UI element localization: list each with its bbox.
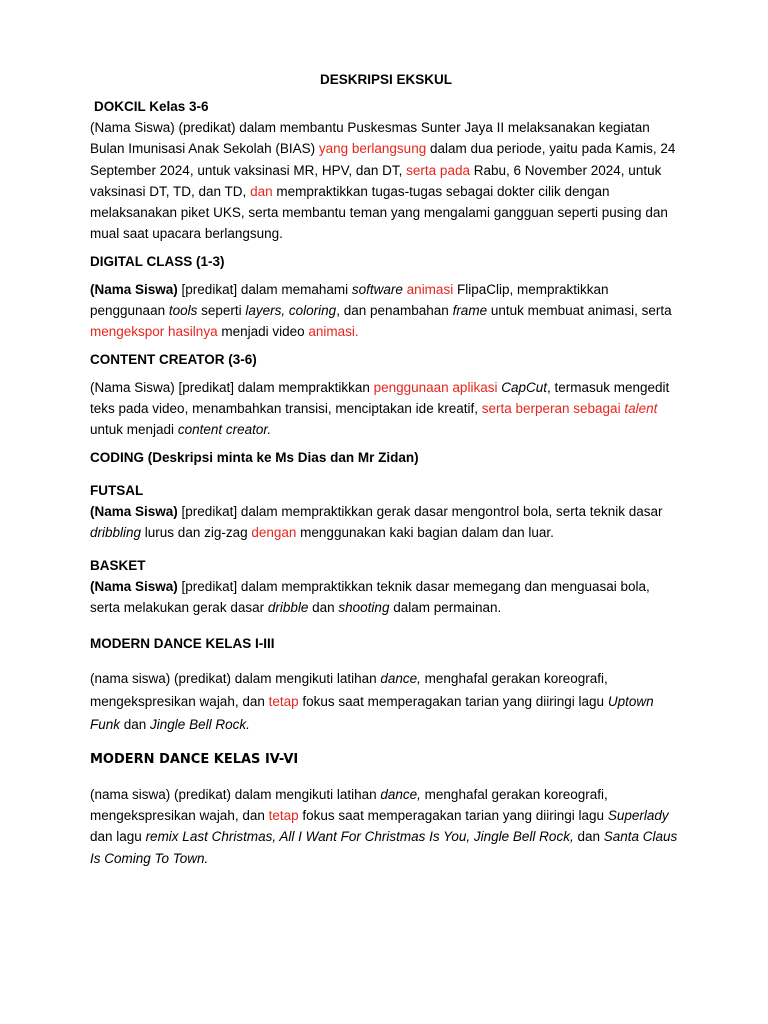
text-run: menghafal gerakan koreografi, mengekspresikan wajah, dan — [90, 670, 608, 709]
text-run: dalam permainan. — [389, 600, 502, 616]
text-run: dance, — [380, 670, 421, 686]
section-body — [90, 667, 682, 736]
text-run: Rabu, 6 November 2024, untuk vaksinasi DT, TD, dan TD, — [90, 162, 662, 199]
section-heading: MODERN DANCE KELAS I-III — [90, 635, 275, 651]
text-run: (Nama Siswa) (predikat) dalam membantu Puskesmas Sunter Jaya II melaksanakan kegiatan Bulan Imunisasi Anak Sekolah (BIAS) — [90, 120, 650, 157]
text-run: untuk menjadi — [90, 422, 178, 438]
text-run: mempraktikkan tugas-tugas sebagai dokter cilik dengan melaksanakan piket UKS, serta membantu teman yang mengalami gangguan seperti pusing dan mual saat upacara berlangsung. — [90, 183, 668, 242]
text-run: [predikat] dalam mempraktikkan teknik dasar memegang dan menguasai bola, serta melakukan gerak dasar — [90, 579, 650, 616]
text-run: dribble — [267, 600, 309, 616]
text-run: CapCut — [501, 379, 547, 395]
highlighted-text-run: dan — [250, 183, 273, 199]
text-run: software — [351, 281, 403, 297]
section-modern-dance-4-6 — [90, 749, 682, 869]
document-page — [90, 72, 682, 869]
highlighted-text-run: animasi — [406, 281, 454, 297]
section-heading: BASKET — [90, 558, 146, 574]
highlighted-text-run: mengekspor hasilnya — [90, 324, 218, 340]
text-run: menggunakan kaki bagian dalam dan luar. — [296, 524, 554, 540]
highlighted-text-run: yang berlangsung — [318, 141, 427, 157]
text-run: , termasuk mengedit teks pada video, menambahkan transisi, menciptakan ide kreatif, — [90, 379, 670, 416]
section-body — [90, 784, 682, 869]
section-modern-dance-1-3 — [90, 633, 682, 736]
text-run: menghafal gerakan koreografi, mengekspresikan wajah, dan — [90, 786, 608, 824]
text-run: Jingle Bell Rock. — [150, 716, 250, 732]
document-title: DESKRIPSI EKSKUL — [319, 72, 453, 87]
text-run: fokus saat memperagakan tarian yang diiringi lagu — [298, 808, 608, 824]
section-body — [90, 117, 682, 245]
text-run: , dan penambahan — [336, 303, 453, 319]
section-heading: DOKCIL Kelas 3-6 — [94, 99, 209, 114]
highlighted-text-run: tetap — [268, 808, 299, 824]
text-run: dan — [573, 829, 604, 845]
text-run: (nama siswa) (predikat) dalam mengikuti latihan — [90, 786, 381, 802]
highlighted-text-run: serta pada — [406, 162, 470, 178]
text-run: dan lagu — [90, 829, 146, 845]
section-dokcil — [90, 96, 682, 245]
text-run: [predikat] dalam memahami — [177, 281, 352, 297]
section-body — [90, 279, 682, 343]
text-run: (Nama Siswa) — [90, 503, 178, 519]
text-run: remix Last Christmas, All I Want For Christmas Is You, Jingle Bell Rock, — [145, 829, 574, 845]
text-run: dan — [120, 716, 151, 732]
section-futsal — [90, 480, 682, 544]
section-digital-class — [90, 251, 682, 343]
text-run: seperti — [197, 303, 246, 319]
section-basket — [90, 555, 682, 619]
section-heading: CONTENT CREATOR (3-6) — [90, 351, 257, 367]
highlighted-text-run: dengan — [251, 524, 297, 540]
text-run: (Nama Siswa) — [90, 579, 178, 595]
highlighted-text-run: serta berperan sebagai — [481, 400, 625, 416]
highlighted-text-run: talent — [624, 400, 658, 416]
text-run: Superlady — [607, 808, 669, 824]
section-heading: FUTSAL — [90, 482, 144, 498]
text-run: (Nama Siswa) — [90, 281, 178, 297]
text-run: lurus dan zig-zag — [141, 524, 252, 540]
section-heading: DIGITAL CLASS (1-3) — [90, 253, 225, 269]
section-body — [90, 377, 682, 441]
text-run: Uptown Funk — [90, 693, 654, 732]
section-heading: CODING (Deskripsi minta ke Ms Dias dan Mr Zidan) — [90, 449, 419, 465]
text-run: (nama siswa) (predikat) dalam mengikuti latihan — [90, 670, 381, 686]
section-content-creator — [90, 349, 682, 441]
highlighted-text-run: animasi. — [308, 324, 359, 340]
text-run: (Nama Siswa) [predikat] dalam mempraktikkan — [90, 379, 374, 395]
section-heading: MODERN DANCE KELAS IV-VI — [90, 751, 299, 767]
text-run: untuk membuat animasi, serta — [487, 303, 672, 319]
text-run: dalam dua periode, yaitu pada Kamis, 24 September 2024, untuk vaksinasi MR, HPV, dan DT, — [90, 141, 676, 178]
section-body — [90, 576, 682, 619]
highlighted-text-run: tetap — [268, 693, 299, 709]
text-run: FlipaClip, mempraktikkan penggunaan — [90, 281, 609, 319]
text-run: frame — [452, 303, 488, 319]
text-run: Santa Claus Is Coming To Town. — [90, 829, 678, 866]
text-run: dan — [308, 600, 339, 616]
text-run: layers, coloring — [245, 303, 337, 319]
text-run: shooting — [338, 600, 390, 616]
text-run: dribbling — [90, 524, 142, 540]
text-run: menjadi video — [217, 324, 309, 340]
text-run: fokus saat memperagakan tarian yang diiringi lagu — [298, 693, 608, 709]
text-run: [predikat] dalam mempraktikkan gerak dasar mengontrol bola, serta teknik dasar — [177, 503, 663, 519]
section-body — [90, 501, 682, 544]
highlighted-text-run: penggunaan aplikasi — [373, 379, 498, 395]
text-run: dance, — [380, 786, 421, 802]
text-run: tools — [168, 303, 198, 319]
section-coding — [90, 447, 682, 468]
text-run: content creator. — [177, 422, 272, 438]
